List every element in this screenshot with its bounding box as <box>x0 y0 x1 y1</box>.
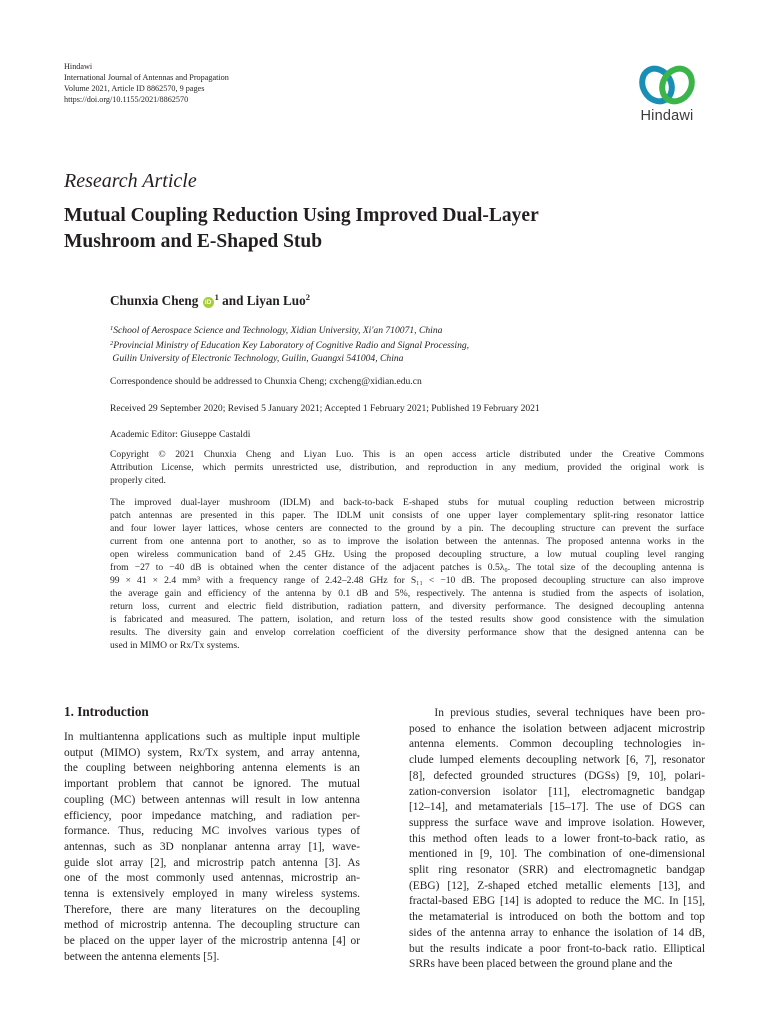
author-affiliation-marker: 2 <box>305 292 310 302</box>
abstract-line: current from one antenna port to another, so as to improve the isolation between the antennas. The proposed antenna works in the <box>110 536 704 547</box>
publisher-name: Hindawi <box>64 62 93 71</box>
body-text-line: important problem that cannot be ignored. The mutual <box>64 778 360 791</box>
affiliation-text: School of Aerospace Science and Technology, Xidian University, Xi'an 710071, China <box>113 325 443 336</box>
body-text-line: sides of the antenna array to enhance the isolation of 14 dB, <box>409 926 705 939</box>
copyright-notice <box>110 448 704 487</box>
article-type: Research Article <box>64 170 197 192</box>
orcid-icon[interactable]: iD <box>203 297 214 308</box>
body-text-line: but the results indicate a poor front-to-back ratio. Elliptical <box>409 942 705 955</box>
body-text-line: formance. Thus, reducing MC involves various types of <box>64 825 360 838</box>
abstract-line: used in MIMO or Rx/Tx systems. <box>110 640 240 651</box>
affiliation-marker: 2 <box>110 340 114 347</box>
copyright-line: properly cited. <box>110 475 166 486</box>
doi-link[interactable]: https://doi.org/10.1155/2021/8862570 <box>64 95 189 104</box>
abstract <box>110 496 704 652</box>
affiliation-text: Guilin University of Electronic Technology, Guilin, Guangxi 541004, China <box>110 353 404 364</box>
body-text-line: Therefore, there are many literatures on the decoupling <box>64 903 360 916</box>
copyright-line: Copyright © 2021 Chunxia Cheng and Liyan Luo. This is an open access article distributed under the Creative Commons <box>110 449 704 460</box>
volume-info: Volume 2021, Article ID 8862570, 9 pages <box>64 84 205 93</box>
abstract-line: from −27 to −40 dB is obtained when the center distance of the adjacent patches is 0.5λ₀. The total size of the decoupling antenna is <box>110 562 704 573</box>
body-text-line: [8], defected grounded structures (DGSs) [9, 10], polari- <box>409 769 705 782</box>
affiliation-marker: 1 <box>110 325 114 332</box>
body-text-line: between the antenna elements [5]. <box>64 950 220 963</box>
hindawi-logo <box>630 60 716 136</box>
abstract-line: results. The diversity gain and envelop correlation coefficient of the diversity performance show that the designed antenna can be <box>110 627 704 638</box>
body-text-line: suppress the surface wave and improve isolation. However, <box>409 816 705 829</box>
title-line: Mushroom and E-Shaped Stub <box>64 231 323 252</box>
abstract-line: patch antennas are presented in this paper. The IDLM unit consists of one upper layer complementary split-ring resonator lattice <box>110 510 704 521</box>
title-line: Mutual Coupling Reduction Using Improved Dual-Layer <box>64 205 539 226</box>
logo-wordmark: Hindawi <box>640 108 694 124</box>
journal-name: International Journal of Antennas and Propagation <box>64 73 229 82</box>
abstract-line: open wireless communication band of 2.45 GHz. Using the proposed decoupling structure, a low mutual coupling level ranging <box>110 549 704 560</box>
author-conjunction: and <box>218 293 247 308</box>
affiliation-line <box>110 322 469 337</box>
journal-meta <box>64 61 229 105</box>
body-text-line: antenna elements. Common decoupling technologies in- <box>409 738 705 751</box>
section-heading: 1. Introduction <box>64 704 149 719</box>
copyright-line: Attribution License, which permits unrestricted use, distribution, and reproduction in any medium, provided the original work is <box>110 462 704 473</box>
body-text-line: one of the most commonly used antennas, microstrip an- <box>64 872 360 885</box>
body-text-line: mentioned in [9, 10]. The combination of one-dimensional <box>409 848 705 861</box>
body-text-line: antennas, such as 3D nonplanar antenna array [1], wave- <box>64 840 360 853</box>
affiliation-line <box>110 337 469 352</box>
body-column-left <box>64 730 360 966</box>
publication-dates: Received 29 September 2020; Revised 5 January 2021; Accepted 1 February 2021; Published 19 February 2021 <box>110 403 540 414</box>
body-text-line: guide slot array [2], and microstrip patch antenna [3]. As <box>64 856 360 869</box>
body-text-line: split ring resonator (SRR) and electromagnetic bandgap <box>409 864 705 877</box>
body-text-line: fractal-based EBG [14] is adopted to reduce the MC. In [15], <box>409 895 705 908</box>
correspondence: Correspondence should be addressed to Chunxia Cheng; cxcheng@xidian.edu.cn <box>110 376 422 387</box>
body-text-line: clude lumped elements decoupling network [6, 7], resonator <box>409 754 705 767</box>
academic-editor: Academic Editor: Giuseppe Castaldi <box>110 429 251 440</box>
body-text-line: method of microstrip antenna. The decoupling structure can <box>64 919 360 932</box>
body-text-line: coupling (MC) between antennas will result in low antenna <box>64 793 360 806</box>
abstract-line: is fabricated and measured. The pattern, isolation, and return loss of the tested results show good consistence with the simulation <box>110 614 704 625</box>
hindawi-logo-icon <box>630 60 704 108</box>
body-text-line: tenna is extensively employed in many wireless systems. <box>64 888 360 901</box>
body-text-line: In multiantenna applications such as multiple input multiple <box>64 731 360 743</box>
body-text-line: the metamaterial is introduced on both the bottom and top <box>409 911 705 924</box>
body-text-line: In previous studies, several techniques have been pro- <box>409 707 705 719</box>
affiliations <box>110 322 469 365</box>
body-text-line: [12–14], and metamaterials [15–17]. The use of DGS can <box>409 801 705 814</box>
body-column-right <box>409 706 705 973</box>
abstract-line: The improved dual-layer mushroom (IDLM) and back-to-back E-shaped stubs for mutual coupling reduction between microstrip <box>110 497 704 508</box>
paper-title <box>64 203 704 255</box>
affiliation-text: Provincial Ministry of Education Key Laboratory of Cognitive Radio and Signal Processing, <box>113 340 470 351</box>
body-text-line: SRRs have been placed between the ground plane and the <box>409 958 673 971</box>
author-affiliation-marker: 1 <box>214 292 219 302</box>
author-list <box>110 292 310 309</box>
body-text-line: posed to enhance the isolation between adjacent microstrip <box>409 722 705 735</box>
body-text-line: be placed on the upper layer of the microstrip antenna [4] or <box>64 935 360 948</box>
author-name[interactable]: Chunxia Cheng <box>110 293 199 308</box>
body-text-line: efficiency, poor impedance matching, and radiation per- <box>64 809 360 822</box>
body-text-line: this method often leads to a lower front-to-back ratio, as <box>409 832 705 845</box>
abstract-line: and four lower layer lattices, whose centers are connected to the ground by a pin. The decoupling structure can prevent the surface <box>110 523 704 534</box>
affiliation-line <box>110 352 469 365</box>
body-text-line: zation-conversion isolator [11], electromagnetic bandgap <box>409 785 705 798</box>
author-name[interactable]: Liyan Luo <box>246 293 306 308</box>
abstract-line: return loss, current and electric field distribution, radiation pattern, and diversity performance. The designed decoupling antenna <box>110 601 704 612</box>
body-text-line: the coupling between neighboring antenna elements is an <box>64 762 360 775</box>
body-text-line: output (MIMO) system, Rx/Tx system, and array antenna, <box>64 746 360 759</box>
abstract-line: 99 × 41 × 2.4 mm³ with a frequency range of 2.42–2.48 GHz for S₁₁ < −10 dB. The proposed decoupling structure can also improve <box>110 575 704 586</box>
body-text-line: (EBG) [12], Z-shaped etched metallic elements [13], and <box>409 879 705 892</box>
abstract-line: the average gain and efficiency of the antenna by 0.1 dB and 5%, respectively. The antenna is studied from the aspects of isolation, <box>110 588 704 599</box>
